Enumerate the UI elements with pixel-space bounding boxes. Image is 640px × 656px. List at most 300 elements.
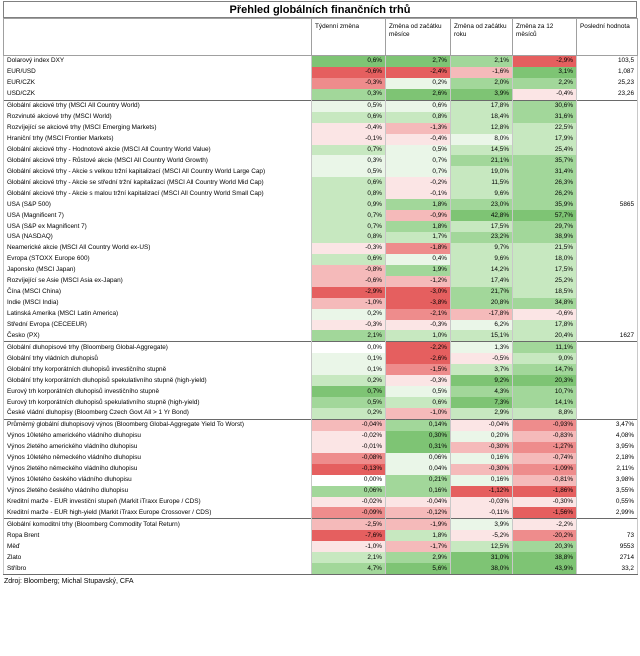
value-ytd: 2,0% <box>451 78 513 89</box>
value-ytd: -0,30% <box>451 442 513 453</box>
table-row <box>4 419 638 430</box>
table-row <box>4 112 638 123</box>
value-ytd: -0,11% <box>451 507 513 518</box>
value-ytd: -1,12% <box>451 486 513 497</box>
table-row <box>4 298 638 309</box>
value-mtd: -0,1% <box>386 188 451 199</box>
value-mtd: 2,6% <box>386 89 451 100</box>
value-12m: 26,3% <box>513 177 577 188</box>
value-12m: 10,7% <box>513 386 577 397</box>
value-last <box>577 254 638 265</box>
value-mtd: -1,8% <box>386 243 451 254</box>
table-row <box>4 519 638 530</box>
row-label: Čína (MSCI China) <box>4 287 312 298</box>
value-weekly: -2,9% <box>312 287 386 298</box>
value-mtd: -2,6% <box>386 353 451 364</box>
value-last <box>577 408 638 419</box>
row-label: Globální akciové trhy (MSCI All Country World) <box>4 100 312 111</box>
value-mtd: 0,7% <box>386 166 451 177</box>
value-weekly: 0,7% <box>312 386 386 397</box>
value-mtd: -0,3% <box>386 375 451 386</box>
value-12m: 29,7% <box>513 221 577 232</box>
value-mtd: 0,04% <box>386 464 451 475</box>
value-12m: 11,1% <box>513 342 577 353</box>
row-label: Globální dluhopisové trhy (Bloomberg Global-Aggregate) <box>4 342 312 353</box>
table-row <box>4 123 638 134</box>
row-label: Neamerické akcie (MSCI All Country World ex-US) <box>4 243 312 254</box>
row-label: Rozvinuté akciové trhy (MSCI World) <box>4 112 312 123</box>
value-last: 23,26 <box>577 89 638 100</box>
value-mtd: 2,7% <box>386 56 451 67</box>
value-12m: 38,9% <box>513 232 577 243</box>
value-last <box>577 134 638 145</box>
header-ytd: Změna od začátku roku <box>451 19 513 56</box>
value-ytd: -1,6% <box>451 67 513 78</box>
value-weekly: 0,1% <box>312 364 386 375</box>
value-last <box>577 166 638 177</box>
table-row <box>4 199 638 210</box>
value-12m: -0,81% <box>513 475 577 486</box>
value-weekly: 0,8% <box>312 188 386 199</box>
value-12m: 20,4% <box>513 330 577 341</box>
value-ytd: 1,3% <box>451 342 513 353</box>
value-weekly: -0,09% <box>312 507 386 518</box>
value-last <box>577 519 638 530</box>
value-ytd: 9,2% <box>451 375 513 386</box>
value-weekly: -0,3% <box>312 243 386 254</box>
market-table <box>3 18 638 575</box>
value-12m: 3,1% <box>513 67 577 78</box>
row-label: Stříbro <box>4 563 312 574</box>
row-label: Indie (MSCI India) <box>4 298 312 309</box>
row-label: České vládní dluhopisy (Bloomberg Czech Govt All > 1 Yr Bond) <box>4 408 312 419</box>
row-label: Globální trhy vládních dluhopisů <box>4 353 312 364</box>
header-label <box>4 19 312 56</box>
value-mtd: 0,16% <box>386 486 451 497</box>
value-weekly: 4,7% <box>312 563 386 574</box>
value-mtd: -0,9% <box>386 210 451 221</box>
row-label: Globální akciové trhy - Akcie s velkou tržní kapitalizací (MSCI All Country World Large Cap) <box>4 166 312 177</box>
value-weekly: -0,4% <box>312 123 386 134</box>
table-row <box>4 100 638 111</box>
value-12m: 31,6% <box>513 112 577 123</box>
value-12m: 31,4% <box>513 166 577 177</box>
value-ytd: 2,1% <box>451 56 513 67</box>
value-mtd: -2,4% <box>386 67 451 78</box>
value-last: 4,08% <box>577 431 638 442</box>
value-weekly: 0,5% <box>312 166 386 177</box>
value-ytd: 14,5% <box>451 145 513 156</box>
row-label: Výnos 2letého německého vládního dluhopisu <box>4 464 312 475</box>
value-last <box>577 342 638 353</box>
value-12m: 8,8% <box>513 408 577 419</box>
value-12m: 25,2% <box>513 276 577 287</box>
row-label: Dolarový index DXY <box>4 56 312 67</box>
row-label: Hraniční trhy (MSCI Frontier Markets) <box>4 134 312 145</box>
value-ytd: 14,2% <box>451 265 513 276</box>
value-last <box>577 155 638 166</box>
row-label: Rozvíjející se Asie (MSCI Asia ex-Japan) <box>4 276 312 287</box>
value-weekly: 2,1% <box>312 552 386 563</box>
row-label: Měď <box>4 541 312 552</box>
table-row <box>4 552 638 563</box>
value-12m: -2,2% <box>513 519 577 530</box>
table-row <box>4 221 638 232</box>
table-row <box>4 453 638 464</box>
value-last <box>577 309 638 320</box>
value-last: 25,23 <box>577 78 638 89</box>
value-last <box>577 265 638 276</box>
table-row <box>4 442 638 453</box>
value-12m: -2,9% <box>513 56 577 67</box>
value-mtd: 0,2% <box>386 78 451 89</box>
table-title: Přehled globálních finančních trhů <box>3 1 637 18</box>
value-mtd: 1,8% <box>386 199 451 210</box>
value-weekly: -0,8% <box>312 265 386 276</box>
value-last <box>577 276 638 287</box>
row-label: Latinská Amerika (MSCI Latin America) <box>4 309 312 320</box>
value-mtd: -1,9% <box>386 519 451 530</box>
value-last <box>577 100 638 111</box>
value-weekly: 0,6% <box>312 112 386 123</box>
table-row <box>4 309 638 320</box>
value-ytd: 9,6% <box>451 188 513 199</box>
row-label: Globální trhy korporátních dluhopisů investičního stupně <box>4 364 312 375</box>
value-12m: 17,8% <box>513 320 577 331</box>
value-weekly: 0,06% <box>312 486 386 497</box>
value-mtd: 0,30% <box>386 431 451 442</box>
value-ytd: 0,16% <box>451 453 513 464</box>
value-mtd: 1,8% <box>386 530 451 541</box>
value-weekly: -2,5% <box>312 519 386 530</box>
value-ytd: 0,16% <box>451 475 513 486</box>
table-row <box>4 541 638 552</box>
table-row <box>4 353 638 364</box>
value-mtd: 0,6% <box>386 100 451 111</box>
value-12m: 14,7% <box>513 364 577 375</box>
table-body <box>4 56 638 575</box>
value-mtd: 0,8% <box>386 112 451 123</box>
row-label: Eurový trh korporátních dluhopisů spekulativního stupně (high-yield) <box>4 397 312 408</box>
value-mtd: 1,9% <box>386 265 451 276</box>
value-weekly: -0,6% <box>312 276 386 287</box>
value-mtd: 1,0% <box>386 330 451 341</box>
header-last-value: Poslední hodnota <box>577 19 638 56</box>
value-ytd: 3,9% <box>451 89 513 100</box>
value-last: 73 <box>577 530 638 541</box>
value-mtd: -2,2% <box>386 342 451 353</box>
value-weekly: -0,02% <box>312 431 386 442</box>
value-mtd: 0,31% <box>386 442 451 453</box>
value-last: 103,5 <box>577 56 638 67</box>
value-last <box>577 221 638 232</box>
value-ytd: 17,5% <box>451 221 513 232</box>
value-12m: 17,9% <box>513 134 577 145</box>
value-12m: 30,6% <box>513 100 577 111</box>
row-label: USA (S&P ex Magnificent 7) <box>4 221 312 232</box>
value-12m: 26,2% <box>513 188 577 199</box>
header-mtd: Změna od začátku měsíce <box>386 19 451 56</box>
value-ytd: 18,4% <box>451 112 513 123</box>
row-label: Globální trhy korporátních dluhopisů spekulativního stupně (high-yield) <box>4 375 312 386</box>
table-row <box>4 78 638 89</box>
value-weekly: -0,01% <box>312 442 386 453</box>
value-ytd: -0,5% <box>451 353 513 364</box>
value-mtd: 0,5% <box>386 145 451 156</box>
table-row <box>4 320 638 331</box>
value-ytd: -0,03% <box>451 497 513 508</box>
value-last: 33,2 <box>577 563 638 574</box>
value-mtd: -1,0% <box>386 408 451 419</box>
table-row <box>4 67 638 78</box>
row-label: EUR/USD <box>4 67 312 78</box>
value-last <box>577 123 638 134</box>
value-last <box>577 112 638 123</box>
value-last <box>577 287 638 298</box>
table-row <box>4 56 638 67</box>
table-row <box>4 386 638 397</box>
table-row <box>4 287 638 298</box>
value-mtd: 1,7% <box>386 232 451 243</box>
value-weekly: 0,7% <box>312 145 386 156</box>
value-ytd: -0,04% <box>451 419 513 430</box>
table-row <box>4 507 638 518</box>
value-last <box>577 298 638 309</box>
value-mtd: 0,06% <box>386 453 451 464</box>
row-label: Česko (PX) <box>4 330 312 341</box>
table-row <box>4 188 638 199</box>
value-12m: 38,8% <box>513 552 577 563</box>
value-12m: 9,0% <box>513 353 577 364</box>
value-weekly: -0,13% <box>312 464 386 475</box>
value-mtd: -0,2% <box>386 177 451 188</box>
value-ytd: 11,5% <box>451 177 513 188</box>
value-last: 0,55% <box>577 497 638 508</box>
value-last <box>577 188 638 199</box>
row-label: Evropa (STOXX Europe 600) <box>4 254 312 265</box>
table-row <box>4 145 638 156</box>
value-weekly: 0,3% <box>312 89 386 100</box>
value-12m: -0,74% <box>513 453 577 464</box>
value-12m: -0,83% <box>513 431 577 442</box>
value-last: 3,47% <box>577 419 638 430</box>
value-weekly: 0,6% <box>312 254 386 265</box>
value-ytd: 19,0% <box>451 166 513 177</box>
value-mtd: 0,6% <box>386 397 451 408</box>
value-weekly: 2,1% <box>312 330 386 341</box>
value-weekly: 0,5% <box>312 397 386 408</box>
value-last: 2,99% <box>577 507 638 518</box>
row-label: Japonsko (MSCI Japan) <box>4 265 312 276</box>
value-last: 2,11% <box>577 464 638 475</box>
value-weekly: -0,02% <box>312 497 386 508</box>
row-label: Kreditní marže - EUR high-yield (Markit iTraxx Europe Crossover / CDS) <box>4 507 312 518</box>
value-ytd: 8,0% <box>451 134 513 145</box>
value-last: 2,18% <box>577 453 638 464</box>
row-label: USA (S&P 500) <box>4 199 312 210</box>
row-label: Rozvíjející se akciové trhy (MSCI Emerging Markets) <box>4 123 312 134</box>
row-label: Zlato <box>4 552 312 563</box>
value-mtd: 5,6% <box>386 563 451 574</box>
row-label: USA (Magnificent 7) <box>4 210 312 221</box>
value-mtd: -0,04% <box>386 497 451 508</box>
value-ytd: -17,8% <box>451 309 513 320</box>
value-weekly: 0,6% <box>312 177 386 188</box>
row-label: Globální komoditní trhy (Bloomberg Commodity Total Return) <box>4 519 312 530</box>
value-ytd: -0,30% <box>451 464 513 475</box>
value-ytd: 12,5% <box>451 541 513 552</box>
table-row <box>4 342 638 353</box>
value-12m: -1,56% <box>513 507 577 518</box>
value-12m: -1,27% <box>513 442 577 453</box>
value-last <box>577 397 638 408</box>
value-ytd: 9,6% <box>451 254 513 265</box>
table-row <box>4 408 638 419</box>
value-12m: -0,4% <box>513 89 577 100</box>
value-12m: 43,9% <box>513 563 577 574</box>
row-label: Výnos 10letého německého vládního dluhopisu <box>4 453 312 464</box>
value-12m: -0,6% <box>513 309 577 320</box>
value-12m: 25,4% <box>513 145 577 156</box>
value-last <box>577 386 638 397</box>
row-label: Eurový trh korporátních dluhopisů investičního stupně <box>4 386 312 397</box>
value-ytd: -5,2% <box>451 530 513 541</box>
value-weekly: -0,04% <box>312 419 386 430</box>
value-ytd: 21,1% <box>451 155 513 166</box>
value-last <box>577 353 638 364</box>
value-12m: 35,7% <box>513 155 577 166</box>
value-mtd: -1,3% <box>386 123 451 134</box>
value-12m: 21,5% <box>513 243 577 254</box>
value-weekly: -0,3% <box>312 320 386 331</box>
table-row <box>4 276 638 287</box>
table-row <box>4 475 638 486</box>
table-row <box>4 210 638 221</box>
value-mtd: 0,7% <box>386 155 451 166</box>
value-ytd: 38,0% <box>451 563 513 574</box>
table-row <box>4 232 638 243</box>
value-last <box>577 375 638 386</box>
value-last: 5865 <box>577 199 638 210</box>
value-last: 3,98% <box>577 475 638 486</box>
table-row <box>4 254 638 265</box>
value-12m: 14,1% <box>513 397 577 408</box>
value-12m: -1,86% <box>513 486 577 497</box>
value-last: 3,55% <box>577 486 638 497</box>
value-ytd: 17,4% <box>451 276 513 287</box>
table-row <box>4 243 638 254</box>
row-label: USA (NASDAQ) <box>4 232 312 243</box>
row-label: Ropa Brent <box>4 530 312 541</box>
value-weekly: 0,6% <box>312 56 386 67</box>
header-row <box>4 19 638 56</box>
value-mtd: -0,4% <box>386 134 451 145</box>
value-weekly: 0,2% <box>312 375 386 386</box>
value-last <box>577 320 638 331</box>
value-ytd: 9,7% <box>451 243 513 254</box>
value-weekly: 0,1% <box>312 353 386 364</box>
value-12m: 35,9% <box>513 199 577 210</box>
value-ytd: 12,8% <box>451 123 513 134</box>
value-mtd: 0,21% <box>386 475 451 486</box>
value-weekly: 0,3% <box>312 155 386 166</box>
value-ytd: 6,2% <box>451 320 513 331</box>
value-weekly: 0,8% <box>312 232 386 243</box>
header-12m: Změna za 12 měsíců <box>513 19 577 56</box>
value-ytd: 2,9% <box>451 408 513 419</box>
row-label: Výnos 2letého českého vládního dluhopisu <box>4 486 312 497</box>
value-weekly: 0,2% <box>312 309 386 320</box>
value-last: 2714 <box>577 552 638 563</box>
value-weekly: 0,2% <box>312 408 386 419</box>
value-mtd: 0,14% <box>386 419 451 430</box>
value-weekly: -7,6% <box>312 530 386 541</box>
value-ytd: 21,7% <box>451 287 513 298</box>
value-last: 3,95% <box>577 442 638 453</box>
value-weekly: -0,3% <box>312 78 386 89</box>
table-row <box>4 265 638 276</box>
value-weekly: -0,6% <box>312 67 386 78</box>
row-label: Globální akciové trhy - Hodnotové akcie (MSCI All Country World Value) <box>4 145 312 156</box>
table-row <box>4 530 638 541</box>
value-mtd: 1,8% <box>386 221 451 232</box>
value-12m: -0,30% <box>513 497 577 508</box>
value-weekly: 0,9% <box>312 199 386 210</box>
table-row <box>4 397 638 408</box>
table-row <box>4 464 638 475</box>
value-last: 9553 <box>577 541 638 552</box>
value-last <box>577 364 638 375</box>
value-last <box>577 210 638 221</box>
value-last <box>577 177 638 188</box>
value-ytd: 23,0% <box>451 199 513 210</box>
value-weekly: -1,0% <box>312 541 386 552</box>
value-12m: 22,5% <box>513 123 577 134</box>
row-label: Výnos 10letého amerického vládního dluhopisu <box>4 431 312 442</box>
value-mtd: -1,5% <box>386 364 451 375</box>
value-12m: 34,8% <box>513 298 577 309</box>
value-12m: -0,93% <box>513 419 577 430</box>
value-weekly: 0,7% <box>312 210 386 221</box>
value-12m: 20,3% <box>513 375 577 386</box>
value-12m: -20,2% <box>513 530 577 541</box>
table-row <box>4 364 638 375</box>
value-ytd: 3,9% <box>451 519 513 530</box>
row-label: Globální akciové trhy - Akcie se střední tržní kapitalizací (MSCI All Country World Mid Cap) <box>4 177 312 188</box>
value-mtd: 0,5% <box>386 386 451 397</box>
header-weekly: Týdenní změna <box>312 19 386 56</box>
table-row <box>4 431 638 442</box>
value-weekly: 0,5% <box>312 100 386 111</box>
value-ytd: 17,8% <box>451 100 513 111</box>
value-12m: 18,5% <box>513 287 577 298</box>
value-12m: -1,09% <box>513 464 577 475</box>
value-mtd: 0,4% <box>386 254 451 265</box>
value-mtd: -1,2% <box>386 276 451 287</box>
value-weekly: -1,0% <box>312 298 386 309</box>
value-weekly: -0,1% <box>312 134 386 145</box>
value-12m: 57,7% <box>513 210 577 221</box>
value-ytd: 23,2% <box>451 232 513 243</box>
value-last <box>577 232 638 243</box>
value-ytd: 15,1% <box>451 330 513 341</box>
row-label: Globální akciové trhy - Akcie s malou tržní kapitalizací (MSCI All Country World Small Cap) <box>4 188 312 199</box>
row-label: Kreditní marže - EUR investiční stupeň (Markit iTraxx Europe / CDS) <box>4 497 312 508</box>
value-ytd: 3,7% <box>451 364 513 375</box>
table-row <box>4 563 638 574</box>
table-row <box>4 134 638 145</box>
value-ytd: 4,3% <box>451 386 513 397</box>
